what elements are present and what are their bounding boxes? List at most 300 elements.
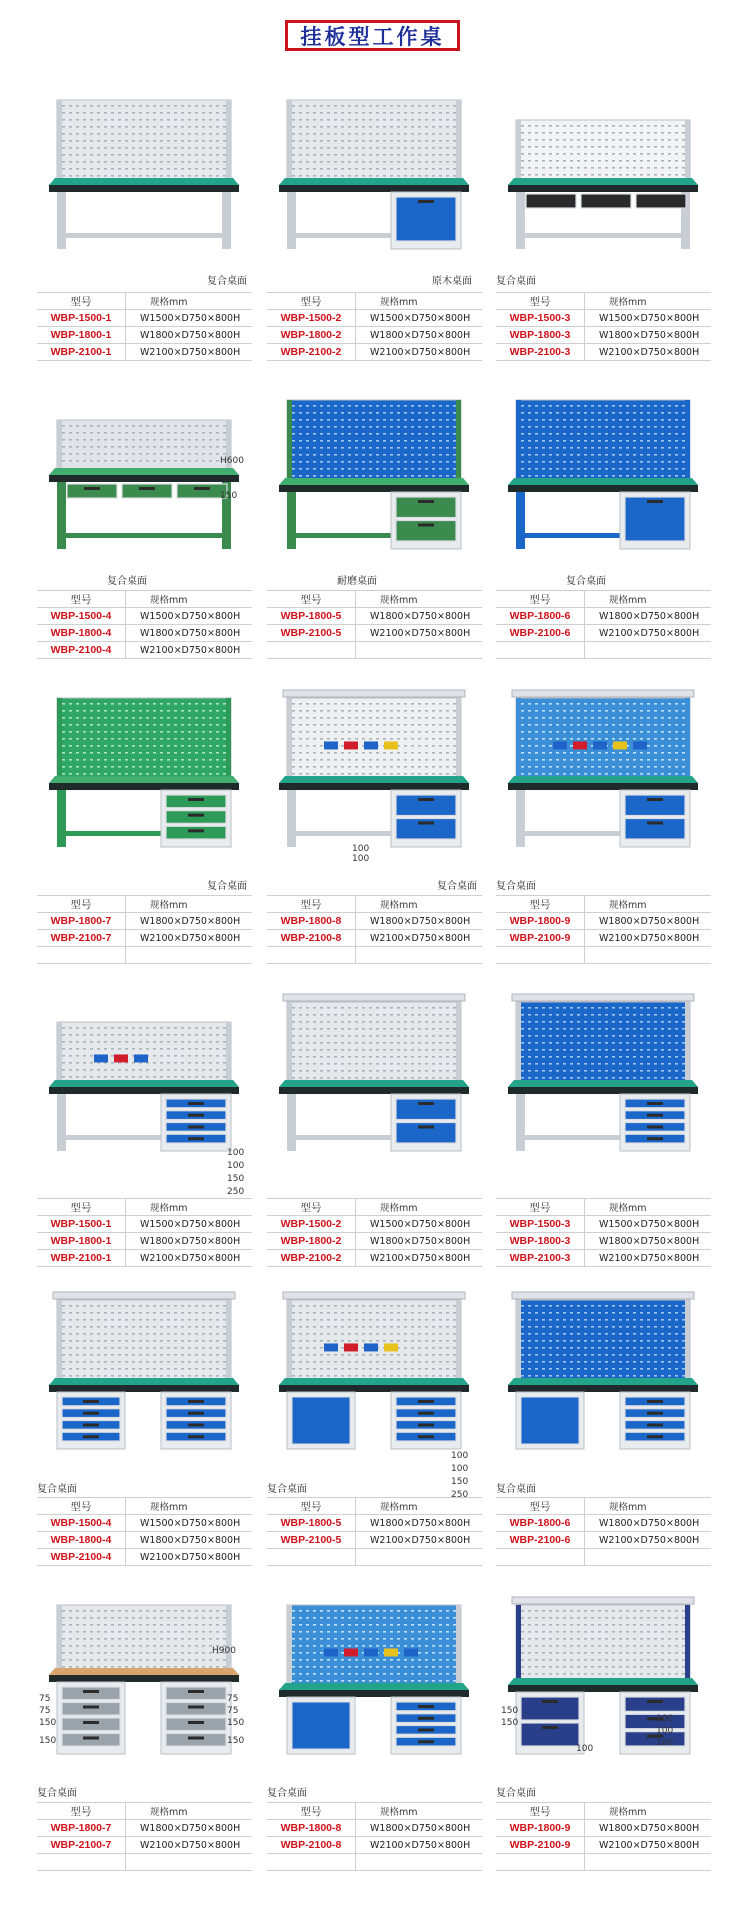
workbench-illustration bbox=[496, 992, 711, 1157]
dimensions-spec: W2100×D750×800H bbox=[356, 930, 483, 947]
table-row bbox=[496, 344, 711, 361]
spec-header-row bbox=[496, 1199, 711, 1216]
model-number bbox=[37, 947, 126, 964]
dimensions-spec: W2100×D750×800H bbox=[126, 1837, 253, 1854]
product-image bbox=[37, 992, 252, 1197]
table-row bbox=[267, 1515, 482, 1532]
dimensions-spec: W1500×D750×800H bbox=[126, 1216, 253, 1233]
dimensions-spec: W2100×D750×800H bbox=[356, 1837, 483, 1854]
workbench-illustration bbox=[267, 390, 482, 555]
dimensions-spec: W1800×D750×800H bbox=[356, 327, 483, 344]
model-number: WBP-1800-6 bbox=[496, 608, 585, 625]
table-row bbox=[37, 310, 252, 327]
model-number: WBP-2100-5 bbox=[267, 1532, 356, 1549]
product-image bbox=[37, 688, 252, 853]
product-image bbox=[496, 390, 711, 555]
spec-header-row bbox=[496, 1803, 711, 1820]
model-number: WBP-1800-1 bbox=[37, 327, 126, 344]
surface-label: 复合桌面 bbox=[267, 1484, 307, 1495]
workbench-illustration bbox=[496, 688, 711, 853]
spec-header: 规格mm bbox=[126, 591, 253, 608]
dimensions-spec bbox=[356, 642, 483, 659]
product-card bbox=[496, 90, 711, 358]
product-image bbox=[37, 1595, 252, 1760]
table-row bbox=[267, 1820, 482, 1837]
surface-label: 复合桌面 bbox=[207, 881, 247, 892]
product-card bbox=[267, 1595, 482, 1851]
dimensions-spec: W2100×D750×800H bbox=[356, 1250, 483, 1267]
product-card bbox=[267, 688, 482, 944]
product-image bbox=[496, 992, 711, 1157]
table-row bbox=[267, 1250, 482, 1267]
spec-table bbox=[496, 1802, 711, 1871]
dimension-label: 100 bbox=[451, 1451, 469, 1461]
dimensions-spec: W1500×D750×800H bbox=[356, 310, 483, 327]
product-card bbox=[496, 1595, 711, 1851]
workbench-illustration bbox=[37, 390, 252, 555]
table-row bbox=[37, 1233, 252, 1250]
model-number: WBP-1800-1 bbox=[37, 1233, 126, 1250]
spec-header-row bbox=[37, 1803, 252, 1820]
table-row bbox=[37, 1549, 252, 1566]
dimension-label: 75 bbox=[227, 1694, 239, 1704]
table-row bbox=[496, 1250, 711, 1267]
dimensions-spec: W1800×D750×800H bbox=[585, 327, 712, 344]
spec-header-row bbox=[496, 293, 711, 310]
dimension-label: 150 bbox=[451, 1477, 469, 1487]
surface-label: 复合桌面 bbox=[37, 1484, 77, 1495]
workbench-illustration bbox=[496, 1290, 711, 1455]
model-number: WBP-2100-1 bbox=[37, 1250, 126, 1267]
dimension-label: 100 bbox=[451, 1464, 469, 1474]
dimension-label: 75 bbox=[39, 1706, 51, 1716]
product-image bbox=[496, 688, 711, 853]
dimension-label: 100 bbox=[656, 1714, 674, 1724]
dimension-label: 250 bbox=[451, 1490, 469, 1500]
dimensions-spec: W2100×D750×800H bbox=[585, 1837, 712, 1854]
model-number: WBP-1800-6 bbox=[496, 1515, 585, 1532]
page-title: 挂板型工作桌 bbox=[285, 20, 460, 51]
model-number: WBP-1800-8 bbox=[267, 913, 356, 930]
product-image bbox=[496, 1290, 711, 1455]
spec-header-row bbox=[496, 1498, 711, 1515]
model-number: WBP-1800-9 bbox=[496, 913, 585, 930]
table-row bbox=[37, 930, 252, 947]
model-number: WBP-1500-2 bbox=[267, 1216, 356, 1233]
surface-label: 复合桌面 bbox=[107, 576, 147, 587]
spec-table bbox=[37, 1802, 252, 1871]
workbench-illustration bbox=[37, 992, 252, 1157]
product-image bbox=[267, 90, 482, 255]
spec-header: 规格mm bbox=[126, 1199, 253, 1216]
workbench-illustration bbox=[37, 688, 252, 853]
spec-table bbox=[496, 590, 711, 659]
model-number: WBP-1800-3 bbox=[496, 1233, 585, 1250]
table-row bbox=[267, 608, 482, 625]
dimensions-spec: W1800×D750×800H bbox=[126, 1233, 253, 1250]
spec-table bbox=[37, 590, 252, 659]
product-card bbox=[267, 992, 482, 1264]
model-number: WBP-1800-4 bbox=[37, 1532, 126, 1549]
model-number: WBP-2100-5 bbox=[267, 625, 356, 642]
dimensions-spec bbox=[585, 1549, 712, 1566]
model-header: 型号 bbox=[496, 293, 585, 310]
dimensions-spec: W1800×D750×800H bbox=[356, 913, 483, 930]
table-row bbox=[496, 608, 711, 625]
dimension-label: 150 bbox=[227, 1718, 245, 1728]
model-header: 型号 bbox=[496, 1199, 585, 1216]
model-header: 型号 bbox=[37, 293, 126, 310]
table-row bbox=[267, 642, 482, 659]
spec-header-row bbox=[37, 896, 252, 913]
dimension-label: H900 bbox=[212, 1646, 236, 1656]
spec-table bbox=[37, 1198, 252, 1267]
model-header: 型号 bbox=[496, 1803, 585, 1820]
dimension-label: 75 bbox=[227, 1706, 239, 1716]
table-row bbox=[496, 913, 711, 930]
dimension-label: 150 bbox=[220, 491, 238, 501]
product-card bbox=[267, 1290, 482, 1546]
spec-header: 规格mm bbox=[126, 293, 253, 310]
dimensions-spec: W2100×D750×800H bbox=[126, 642, 253, 659]
spec-table bbox=[37, 895, 252, 964]
workbench-illustration bbox=[496, 390, 711, 555]
dimension-label: 100 bbox=[227, 1161, 245, 1171]
product-card bbox=[37, 688, 252, 944]
dimensions-spec: W1800×D750×800H bbox=[356, 1233, 483, 1250]
product-image bbox=[37, 90, 252, 255]
model-number bbox=[267, 1549, 356, 1566]
surface-label: 复合桌面 bbox=[207, 276, 247, 287]
dimensions-spec bbox=[585, 642, 712, 659]
product-image bbox=[267, 992, 482, 1157]
model-header: 型号 bbox=[267, 1199, 356, 1216]
spec-table bbox=[37, 1497, 252, 1566]
product-image bbox=[37, 390, 252, 555]
product-image bbox=[37, 1290, 252, 1455]
surface-label: 复合桌面 bbox=[496, 1484, 536, 1495]
table-row bbox=[496, 1837, 711, 1854]
table-row bbox=[496, 930, 711, 947]
table-row bbox=[267, 1549, 482, 1566]
model-header: 型号 bbox=[267, 293, 356, 310]
spec-header-row bbox=[267, 1498, 482, 1515]
table-row bbox=[267, 1233, 482, 1250]
model-number bbox=[496, 642, 585, 659]
table-row bbox=[37, 1216, 252, 1233]
spec-header: 规格mm bbox=[585, 1803, 712, 1820]
dimensions-spec bbox=[356, 1854, 483, 1871]
spec-header: 规格mm bbox=[585, 1199, 712, 1216]
table-row bbox=[267, 344, 482, 361]
table-row bbox=[267, 930, 482, 947]
table-row bbox=[37, 625, 252, 642]
model-number: WBP-1800-9 bbox=[496, 1820, 585, 1837]
model-number: WBP-1800-2 bbox=[267, 1233, 356, 1250]
model-header: 型号 bbox=[267, 1498, 356, 1515]
model-number: WBP-1500-3 bbox=[496, 310, 585, 327]
spec-table bbox=[496, 1198, 711, 1267]
model-header: 型号 bbox=[496, 896, 585, 913]
spec-header: 规格mm bbox=[585, 591, 712, 608]
table-row bbox=[37, 1854, 252, 1871]
product-card bbox=[267, 390, 482, 639]
workbench-illustration bbox=[267, 688, 482, 853]
spec-table bbox=[496, 292, 711, 361]
product-image bbox=[267, 390, 482, 555]
product-image bbox=[496, 1595, 711, 1760]
table-row bbox=[496, 947, 711, 964]
model-number: WBP-1500-4 bbox=[37, 1515, 126, 1532]
surface-label: 原木桌面 bbox=[432, 276, 472, 287]
product-card bbox=[496, 688, 711, 944]
dimensions-spec bbox=[356, 1549, 483, 1566]
dimensions-spec: W1800×D750×800H bbox=[585, 1233, 712, 1250]
dimensions-spec: W1800×D750×800H bbox=[126, 327, 253, 344]
spec-header: 规格mm bbox=[356, 896, 483, 913]
dimensions-spec: W1500×D750×800H bbox=[126, 310, 253, 327]
dimensions-spec: W1500×D750×800H bbox=[585, 1216, 712, 1233]
model-number: WBP-1500-1 bbox=[37, 1216, 126, 1233]
spec-header-row bbox=[37, 1199, 252, 1216]
spec-header: 规格mm bbox=[356, 293, 483, 310]
dimension-label: 150 bbox=[501, 1718, 519, 1728]
spec-table bbox=[496, 1497, 711, 1566]
model-number: WBP-1800-5 bbox=[267, 1515, 356, 1532]
spec-header: 规格mm bbox=[585, 896, 712, 913]
dimension-label: 150 bbox=[39, 1718, 57, 1728]
spec-header: 规格mm bbox=[126, 896, 253, 913]
model-number: WBP-1800-2 bbox=[267, 327, 356, 344]
table-row bbox=[37, 642, 252, 659]
dimensions-spec: W1800×D750×800H bbox=[585, 1820, 712, 1837]
spec-header: 规格mm bbox=[126, 1498, 253, 1515]
dimensions-spec: W1500×D750×800H bbox=[126, 608, 253, 625]
model-number: WBP-2100-6 bbox=[496, 625, 585, 642]
table-row bbox=[267, 913, 482, 930]
model-number: WBP-2100-1 bbox=[37, 344, 126, 361]
spec-header: 规格mm bbox=[356, 1803, 483, 1820]
surface-label: 复合桌面 bbox=[566, 576, 606, 587]
product-card bbox=[267, 90, 482, 358]
model-number: WBP-1500-3 bbox=[496, 1216, 585, 1233]
dimensions-spec bbox=[126, 1854, 253, 1871]
dimensions-spec bbox=[126, 947, 253, 964]
product-image bbox=[267, 1595, 482, 1760]
table-row bbox=[267, 1532, 482, 1549]
spec-table bbox=[496, 895, 711, 964]
dimensions-spec: W2100×D750×800H bbox=[126, 930, 253, 947]
product-card bbox=[496, 390, 711, 639]
dimensions-spec: W2100×D750×800H bbox=[126, 1250, 253, 1267]
model-header: 型号 bbox=[37, 1498, 126, 1515]
spec-table bbox=[267, 1802, 482, 1871]
spec-header-row bbox=[37, 591, 252, 608]
model-number: WBP-1800-7 bbox=[37, 1820, 126, 1837]
spec-header-row bbox=[496, 591, 711, 608]
dimensions-spec: W2100×D750×800H bbox=[126, 344, 253, 361]
product-image bbox=[496, 90, 711, 255]
dimensions-spec: W2100×D750×800H bbox=[585, 1250, 712, 1267]
spec-table bbox=[267, 1198, 482, 1267]
model-number: WBP-1800-5 bbox=[267, 608, 356, 625]
workbench-illustration bbox=[37, 90, 252, 255]
model-number: WBP-1500-1 bbox=[37, 310, 126, 327]
dimension-label: 100 bbox=[352, 854, 370, 864]
table-row bbox=[496, 1532, 711, 1549]
dimensions-spec: W1800×D750×800H bbox=[585, 608, 712, 625]
model-header: 型号 bbox=[496, 591, 585, 608]
dimension-label: 150 bbox=[227, 1736, 245, 1746]
workbench-illustration bbox=[267, 992, 482, 1157]
model-number bbox=[496, 1549, 585, 1566]
product-card bbox=[37, 1290, 252, 1563]
dimensions-spec: W1800×D750×800H bbox=[126, 1820, 253, 1837]
surface-label: 复合桌面 bbox=[437, 881, 477, 892]
model-number: WBP-1800-3 bbox=[496, 327, 585, 344]
dimensions-spec: W2100×D750×800H bbox=[585, 1532, 712, 1549]
model-number: WBP-1800-8 bbox=[267, 1820, 356, 1837]
dimensions-spec: W2100×D750×800H bbox=[126, 1549, 253, 1566]
model-number: WBP-2100-3 bbox=[496, 1250, 585, 1267]
dimension-label: 150 bbox=[39, 1736, 57, 1746]
dimensions-spec: W1800×D750×800H bbox=[356, 608, 483, 625]
table-row bbox=[267, 625, 482, 642]
model-number: WBP-2100-8 bbox=[267, 1837, 356, 1854]
product-card bbox=[37, 390, 252, 656]
table-row bbox=[496, 327, 711, 344]
table-row bbox=[267, 327, 482, 344]
model-number bbox=[267, 947, 356, 964]
dimensions-spec: W1800×D750×800H bbox=[126, 1532, 253, 1549]
model-header: 型号 bbox=[267, 591, 356, 608]
model-number: WBP-2100-9 bbox=[496, 1837, 585, 1854]
dimension-label: 75 bbox=[39, 1694, 51, 1704]
spec-header: 规格mm bbox=[356, 591, 483, 608]
table-row bbox=[496, 310, 711, 327]
model-number: WBP-2100-3 bbox=[496, 344, 585, 361]
model-header: 型号 bbox=[267, 1803, 356, 1820]
model-number: WBP-2100-2 bbox=[267, 344, 356, 361]
spec-header: 规格mm bbox=[126, 1803, 253, 1820]
spec-table bbox=[267, 895, 482, 964]
surface-label: 复合桌面 bbox=[496, 881, 536, 892]
product-card bbox=[37, 90, 252, 358]
spec-header: 规格mm bbox=[356, 1199, 483, 1216]
table-row bbox=[496, 1515, 711, 1532]
dimension-label: 150 bbox=[227, 1174, 245, 1184]
workbench-illustration bbox=[267, 90, 482, 255]
workbench-illustration bbox=[267, 1290, 482, 1455]
spec-header: 规格mm bbox=[585, 1498, 712, 1515]
table-row bbox=[496, 1216, 711, 1233]
table-row bbox=[37, 1532, 252, 1549]
model-header: 型号 bbox=[37, 1199, 126, 1216]
product-card bbox=[496, 1290, 711, 1546]
dimensions-spec bbox=[585, 1854, 712, 1871]
surface-label: 复合桌面 bbox=[496, 1788, 536, 1799]
dimension-label: 250 bbox=[227, 1187, 245, 1197]
spec-table bbox=[267, 590, 482, 659]
dimension-label: 100 bbox=[656, 1726, 674, 1736]
model-number: WBP-1500-2 bbox=[267, 310, 356, 327]
table-row bbox=[496, 642, 711, 659]
spec-header-row bbox=[267, 896, 482, 913]
model-number bbox=[267, 642, 356, 659]
workbench-illustration bbox=[496, 90, 711, 255]
table-row bbox=[37, 608, 252, 625]
model-number: WBP-2100-9 bbox=[496, 930, 585, 947]
table-row bbox=[496, 1820, 711, 1837]
table-row bbox=[37, 1250, 252, 1267]
model-number: WBP-2100-4 bbox=[37, 1549, 126, 1566]
surface-label: 耐磨桌面 bbox=[337, 576, 377, 587]
dimensions-spec: W1800×D750×800H bbox=[126, 913, 253, 930]
product-card bbox=[37, 992, 252, 1264]
table-row bbox=[37, 1515, 252, 1532]
table-row bbox=[496, 625, 711, 642]
model-number: WBP-2100-7 bbox=[37, 930, 126, 947]
model-number: WBP-1800-7 bbox=[37, 913, 126, 930]
dimensions-spec: W1800×D750×800H bbox=[356, 1820, 483, 1837]
table-row bbox=[496, 1549, 711, 1566]
table-row bbox=[37, 327, 252, 344]
model-number: WBP-1800-4 bbox=[37, 625, 126, 642]
spec-header-row bbox=[37, 1498, 252, 1515]
dimensions-spec: W1500×D750×800H bbox=[126, 1515, 253, 1532]
spec-header-row bbox=[267, 591, 482, 608]
surface-label: 复合桌面 bbox=[496, 276, 536, 287]
spec-header: 规格mm bbox=[585, 293, 712, 310]
dimension-label: 100 bbox=[227, 1148, 245, 1158]
model-header: 型号 bbox=[267, 896, 356, 913]
model-number bbox=[267, 1854, 356, 1871]
dimensions-spec: W2100×D750×800H bbox=[585, 625, 712, 642]
dimensions-spec: W1800×D750×800H bbox=[356, 1515, 483, 1532]
dimensions-spec: W1800×D750×800H bbox=[126, 625, 253, 642]
product-card bbox=[496, 992, 711, 1264]
spec-table bbox=[267, 292, 482, 361]
dimensions-spec: W2100×D750×800H bbox=[356, 1532, 483, 1549]
model-number: WBP-2100-6 bbox=[496, 1532, 585, 1549]
table-row bbox=[267, 1837, 482, 1854]
table-row bbox=[267, 1854, 482, 1871]
table-row bbox=[37, 1837, 252, 1854]
model-header: 型号 bbox=[37, 1803, 126, 1820]
product-image bbox=[267, 688, 482, 864]
spec-header-row bbox=[267, 293, 482, 310]
workbench-illustration bbox=[37, 1290, 252, 1455]
model-number: WBP-2100-4 bbox=[37, 642, 126, 659]
dimension-label: 100 bbox=[656, 1738, 674, 1748]
workbench-illustration bbox=[496, 1595, 711, 1760]
model-number bbox=[496, 1854, 585, 1871]
model-header: 型号 bbox=[37, 591, 126, 608]
dimension-label: 150 bbox=[501, 1706, 519, 1716]
dimension-label: 100 bbox=[576, 1744, 594, 1754]
table-row bbox=[267, 310, 482, 327]
dimensions-spec: W1800×D750×800H bbox=[585, 913, 712, 930]
spec-header-row bbox=[267, 1803, 482, 1820]
spec-header: 规格mm bbox=[356, 1498, 483, 1515]
table-row bbox=[496, 1233, 711, 1250]
model-header: 型号 bbox=[37, 896, 126, 913]
model-number: WBP-2100-7 bbox=[37, 1837, 126, 1854]
spec-table bbox=[267, 1497, 482, 1566]
spec-header-row bbox=[267, 1199, 482, 1216]
model-number bbox=[37, 1854, 126, 1871]
workbench-illustration bbox=[37, 1595, 252, 1760]
